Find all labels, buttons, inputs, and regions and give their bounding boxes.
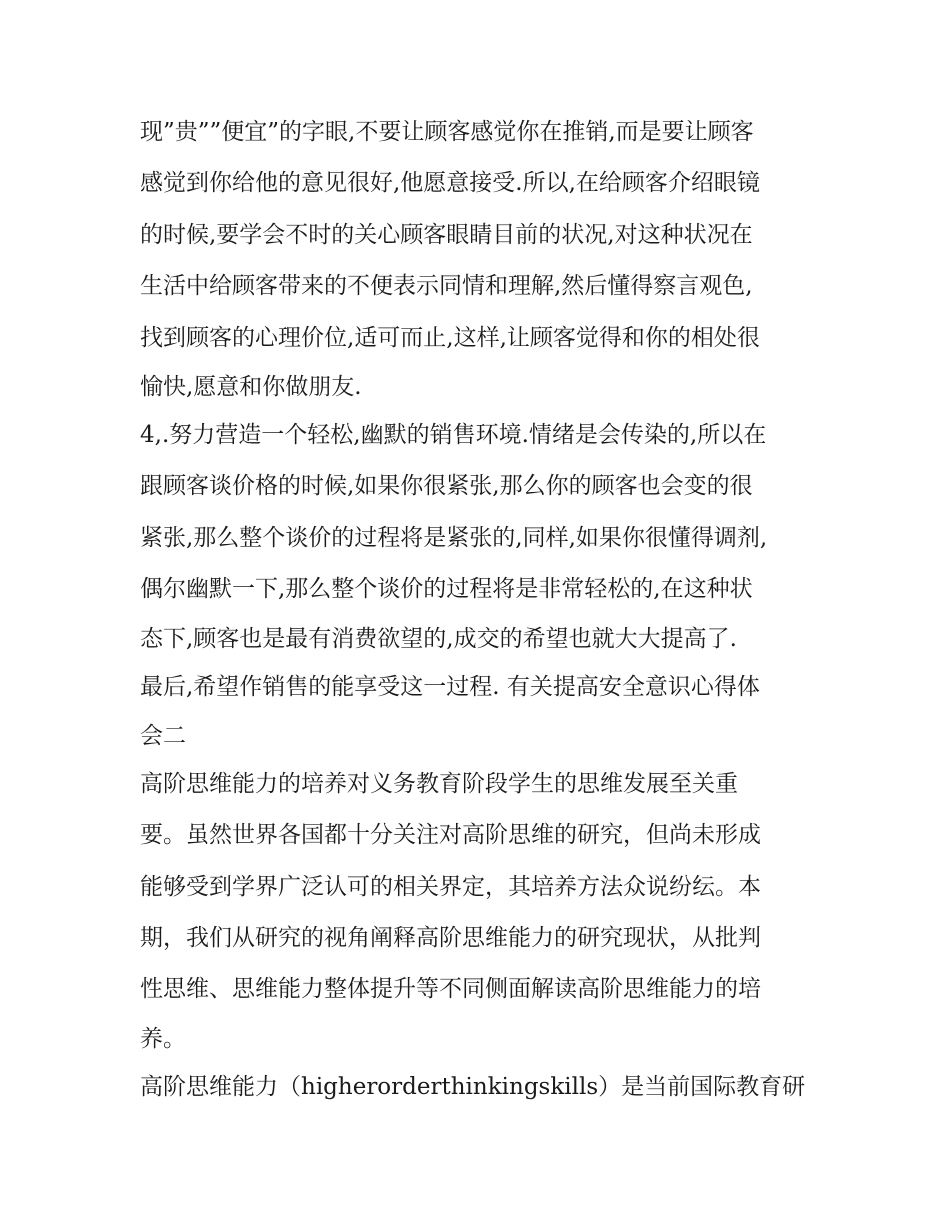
- text-line: 最后,希望作销售的能享受这一过程. 有关提高安全意识心得体: [140, 673, 760, 700]
- text-line: 期，我们从研究的视角阐释高阶思维能力的研究现状，从批判: [140, 925, 761, 952]
- text-line: 要。虽然世界各国都十分关注对高阶思维的研究，但尚未形成: [140, 822, 761, 849]
- text-line: 态下,顾客也是最有消费欲望的,成交的希望也就大大提高了.: [140, 625, 737, 652]
- text-line: 高阶思维能力（higherorderthinkingskills）是当前国际教育研: [140, 1073, 806, 1100]
- text-line: 感觉到你给他的意见很好,他愿意接受.所以,在给顾客介绍眼镜: [140, 170, 760, 197]
- text-line: 养。: [140, 1025, 186, 1052]
- text-line: 会二: [140, 722, 186, 749]
- text-line: 偶尔幽默一下,那么整个谈价的过程将是非常轻松的,在这种状: [140, 576, 753, 603]
- text-line: 性思维、思维能力整体提升等不同侧面解读高阶思维能力的培: [140, 976, 761, 1003]
- text-line: 跟顾客谈价格的时候,如果你很紧张,那么你的顾客也会变的很: [140, 473, 753, 500]
- text-line: 高阶思维能力的培养对义务教育阶段学生的思维发展至关重: [140, 770, 738, 797]
- text-line: 的时候,要学会不时的关心顾客眼睛目前的状况,对这种状况在: [140, 221, 753, 248]
- body-text: [140, 107, 820, 1113]
- text-line: 紧张,那么整个谈价的过程将是紧张的,同样,如果你很懂得调剂,: [140, 524, 768, 551]
- text-line: 4,.努力营造一个轻松,幽默的销售环境.情绪是会传染的,所以在: [140, 421, 767, 448]
- text-line: 现”贵””便宜”的字眼,不要让顾客感觉你在推销,而是要让顾客: [140, 119, 754, 145]
- text-line: 愉快,愿意和你做朋友.: [140, 373, 362, 400]
- text-line: 能够受到学界广泛认可的相关界定，其培养方法众说纷纭。本: [140, 873, 761, 900]
- text-line: 找到顾客的心理价位,适可而止,这样,让顾客觉得和你的相处很: [140, 324, 760, 351]
- text-line: 生活中给顾客带来的不便表示同情和理解,然后懂得察言观色,: [140, 273, 753, 300]
